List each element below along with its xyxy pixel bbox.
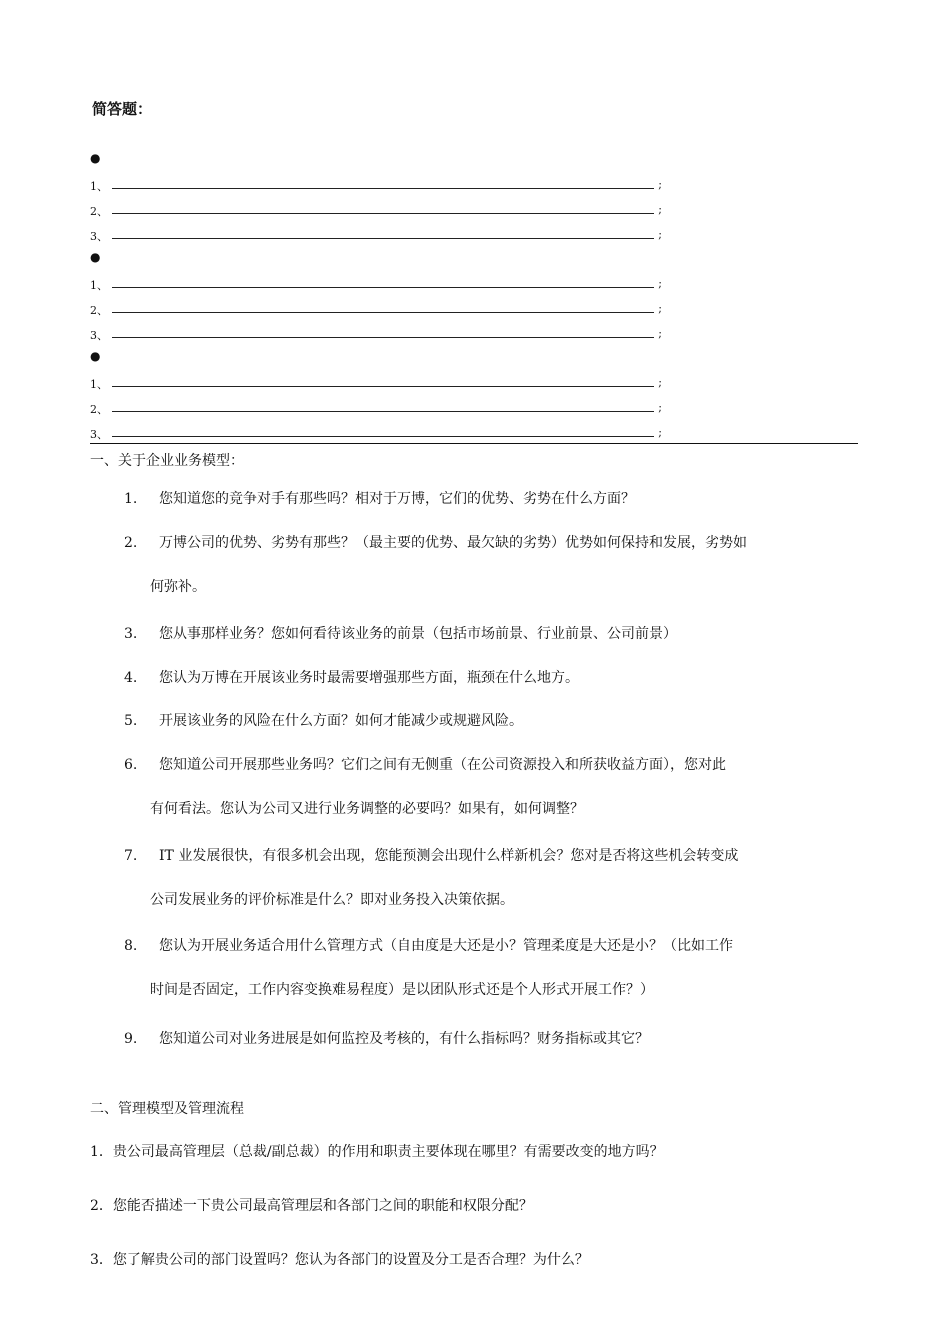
blank-row — [90, 423, 662, 441]
blank-number: 2、 — [90, 403, 108, 416]
blank-line[interactable] — [112, 287, 654, 288]
blank-line[interactable] — [112, 386, 654, 387]
question-text: 您知道您的竞争对手有那些吗？相对于万博，它们的优势、劣势在什么方面？ — [159, 491, 635, 507]
blank-line[interactable] — [112, 238, 654, 239]
blank-end: ; — [658, 277, 662, 290]
blank-row — [90, 274, 662, 292]
blank-number: 3、 — [90, 329, 108, 342]
question-number: 6. — [124, 757, 138, 773]
blank-end: ; — [658, 302, 662, 315]
blank-row — [90, 225, 662, 243]
question-number: 3. — [124, 626, 138, 642]
blank-end: ; — [658, 376, 662, 389]
question-text-cont: 公司发展业务的评价标准是什么？即对业务投入决策依据。 — [150, 892, 514, 908]
blank-number: 2、 — [90, 304, 108, 317]
bullet-3: ● — [90, 349, 101, 363]
question-number: 2. — [124, 535, 138, 551]
blank-line[interactable] — [112, 436, 654, 437]
bullet-1: ● — [90, 151, 101, 165]
section1-title: 一、关于企业业务模型： — [90, 453, 244, 469]
question-number: 1. — [124, 491, 138, 507]
question-number: 9. — [124, 1031, 138, 1047]
blank-row — [90, 200, 662, 218]
blank-number: 1、 — [90, 180, 108, 193]
question-number: 4. — [124, 670, 138, 686]
question-text: 开展该业务的风险在什么方面？如何才能减少或规避风险。 — [159, 713, 523, 729]
question-text-cont: 何弥补。 — [150, 579, 206, 595]
blank-number: 3、 — [90, 230, 108, 243]
blank-number: 1、 — [90, 378, 108, 391]
blank-line[interactable] — [112, 411, 654, 412]
question-text: 万博公司的优势、劣势有那些？（最主要的优势、最欠缺的劣势）优势如何保持和发展，劣势如 — [159, 535, 747, 551]
section2-question-2: 2．您能否描述一下贵公司最高管理层和各部门之间的职能和权限分配？ — [90, 1198, 533, 1214]
question-text: 您从事那样业务？您如何看待该业务的前景（包括市场前景、行业前景、公司前景） — [159, 626, 677, 642]
question-number: 7. — [124, 848, 138, 864]
blank-row — [90, 324, 662, 342]
question-text: 您认为万博在开展该业务时最需要增强那些方面，瓶颈在什么地方。 — [159, 670, 579, 686]
bullet-2: ● — [90, 250, 101, 264]
section-divider — [90, 443, 858, 444]
blank-line[interactable] — [112, 337, 654, 338]
blank-end: ; — [658, 426, 662, 439]
blank-end: ; — [658, 178, 662, 191]
page-heading: 简答题： — [92, 100, 153, 118]
question-text: 您知道公司开展那些业务吗？它们之间有无侧重（在公司资源投入和所获收益方面），您对此 — [159, 757, 726, 773]
blank-row — [90, 398, 662, 416]
blank-line[interactable] — [112, 213, 654, 214]
blank-line[interactable] — [112, 188, 654, 189]
question-text: 您认为开展业务适合用什么管理方式（自由度是大还是小？管理柔度是大还是小？（比如工作 — [159, 938, 733, 954]
section2-title: 二、管理模型及管理流程 — [90, 1101, 244, 1117]
question-text: IT 业发展很快，有很多机会出现，您能预测会出现什么样新机会？您对是否将这些机会转变成 — [159, 848, 739, 864]
blank-line[interactable] — [112, 312, 654, 313]
blank-row — [90, 299, 662, 317]
blank-end: ; — [658, 203, 662, 216]
blank-end: ; — [658, 327, 662, 340]
blank-number: 1、 — [90, 279, 108, 292]
question-text-cont: 时间是否固定，工作内容变换难易程度）是以团队形式还是个人形式开展工作？） — [150, 982, 654, 998]
section2-question-1: 1．贵公司最高管理层（总裁/副总裁）的作用和职责主要体现在哪里？有需要改变的地方吗？ — [90, 1144, 664, 1160]
question-number: 8. — [124, 938, 138, 954]
question-text: 您知道公司对业务进展是如何监控及考核的，有什么指标吗？财务指标或其它？ — [159, 1031, 649, 1047]
section2-question-3: 3．您了解贵公司的部门设置吗？您认为各部门的设置及分工是否合理？为什么？ — [90, 1252, 589, 1268]
blank-number: 3、 — [90, 428, 108, 441]
blank-end: ; — [658, 401, 662, 414]
blank-row — [90, 175, 662, 193]
question-text-cont: 有何看法。您认为公司又进行业务调整的必要吗？如果有，如何调整？ — [150, 801, 584, 817]
question-number: 5. — [124, 713, 138, 729]
blank-row — [90, 373, 662, 391]
blank-number: 2、 — [90, 205, 108, 218]
blank-end: ; — [658, 228, 662, 241]
